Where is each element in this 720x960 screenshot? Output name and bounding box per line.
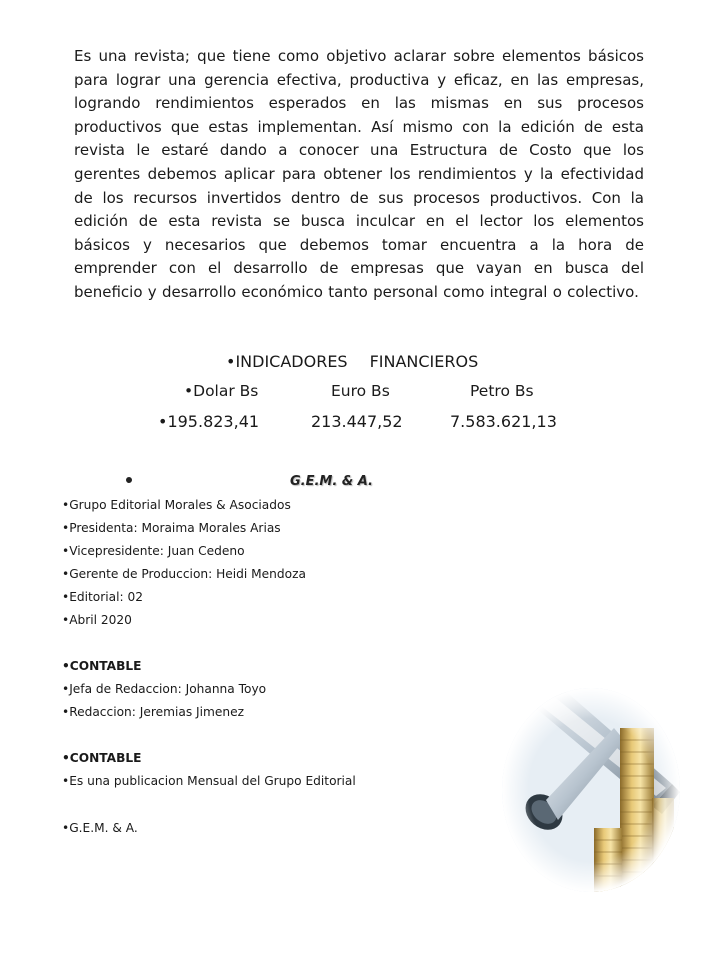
pen-and-coins-illustration (502, 688, 680, 892)
credit-line: •Abril 2020 (62, 613, 132, 627)
credit-line: •Redaccion: Jeremias Jimenez (62, 705, 245, 719)
label-petro: Petro Bs (470, 382, 534, 400)
gem-heading (126, 474, 373, 489)
indicators-title-part1: •INDICADORES (226, 352, 348, 371)
credit-line: •Grupo Editorial Morales & Asociados (62, 498, 291, 512)
indicators-title-part2: FINANCIEROS (369, 352, 479, 371)
value-euro: 213.447,52 (311, 412, 403, 431)
section-title-contable: •CONTABLE (62, 751, 142, 765)
value-petro: 7.583.621,13 (450, 412, 557, 431)
credit-line: •Vicepresidente: Juan Cedeno (62, 544, 245, 558)
label-euro: Euro Bs (331, 382, 390, 400)
intro-paragraph: Es una revista; que tiene como objetivo aclarar sobre elementos básicos para lograr una gerencia efectiva, productiva y eficaz, en las empresas, logrando rendimientos esperados en las mismas en sus procesos productivos que estas implementan. Así mismo con la edición de esta revista le estaré dando a conocer una Estructura de Costo que los gerentes debemos aplicar para obtener los rendimientos y la efectividad de los recursos invertidos dentro de sus procesos productivos. Con la edición de esta revista se busca inculcar en el lector los elementos básicos y necesarios que debemos tomar encuentra a la hora de emprender con el desarrollo de empresas que vayan en busca del beneficio y desarrollo económico tanto personal como integral o colectivo. (74, 47, 644, 301)
indicators-title (226, 352, 478, 371)
credit-line: •Presidenta: Moraima Morales Arias (62, 521, 281, 535)
credit-line: •Jefa de Redaccion: Johanna Toyo (62, 682, 267, 696)
label-dolar: •Dolar Bs (184, 382, 259, 400)
gem-heading-text: G.E.M. & A. (290, 474, 373, 489)
credit-line: •Editorial: 02 (62, 590, 143, 604)
footer-gem: •G.E.M. & A. (62, 821, 138, 835)
pen-and-coins-image (502, 688, 680, 892)
section-title-contable: •CONTABLE (62, 659, 142, 673)
credit-line: •Gerente de Produccion: Heidi Mendoza (62, 567, 306, 581)
bullet-icon (126, 477, 132, 483)
credit-line: •Es una publicacion Mensual del Grupo Editorial (62, 774, 356, 788)
value-dolar: •195.823,41 (158, 412, 260, 431)
